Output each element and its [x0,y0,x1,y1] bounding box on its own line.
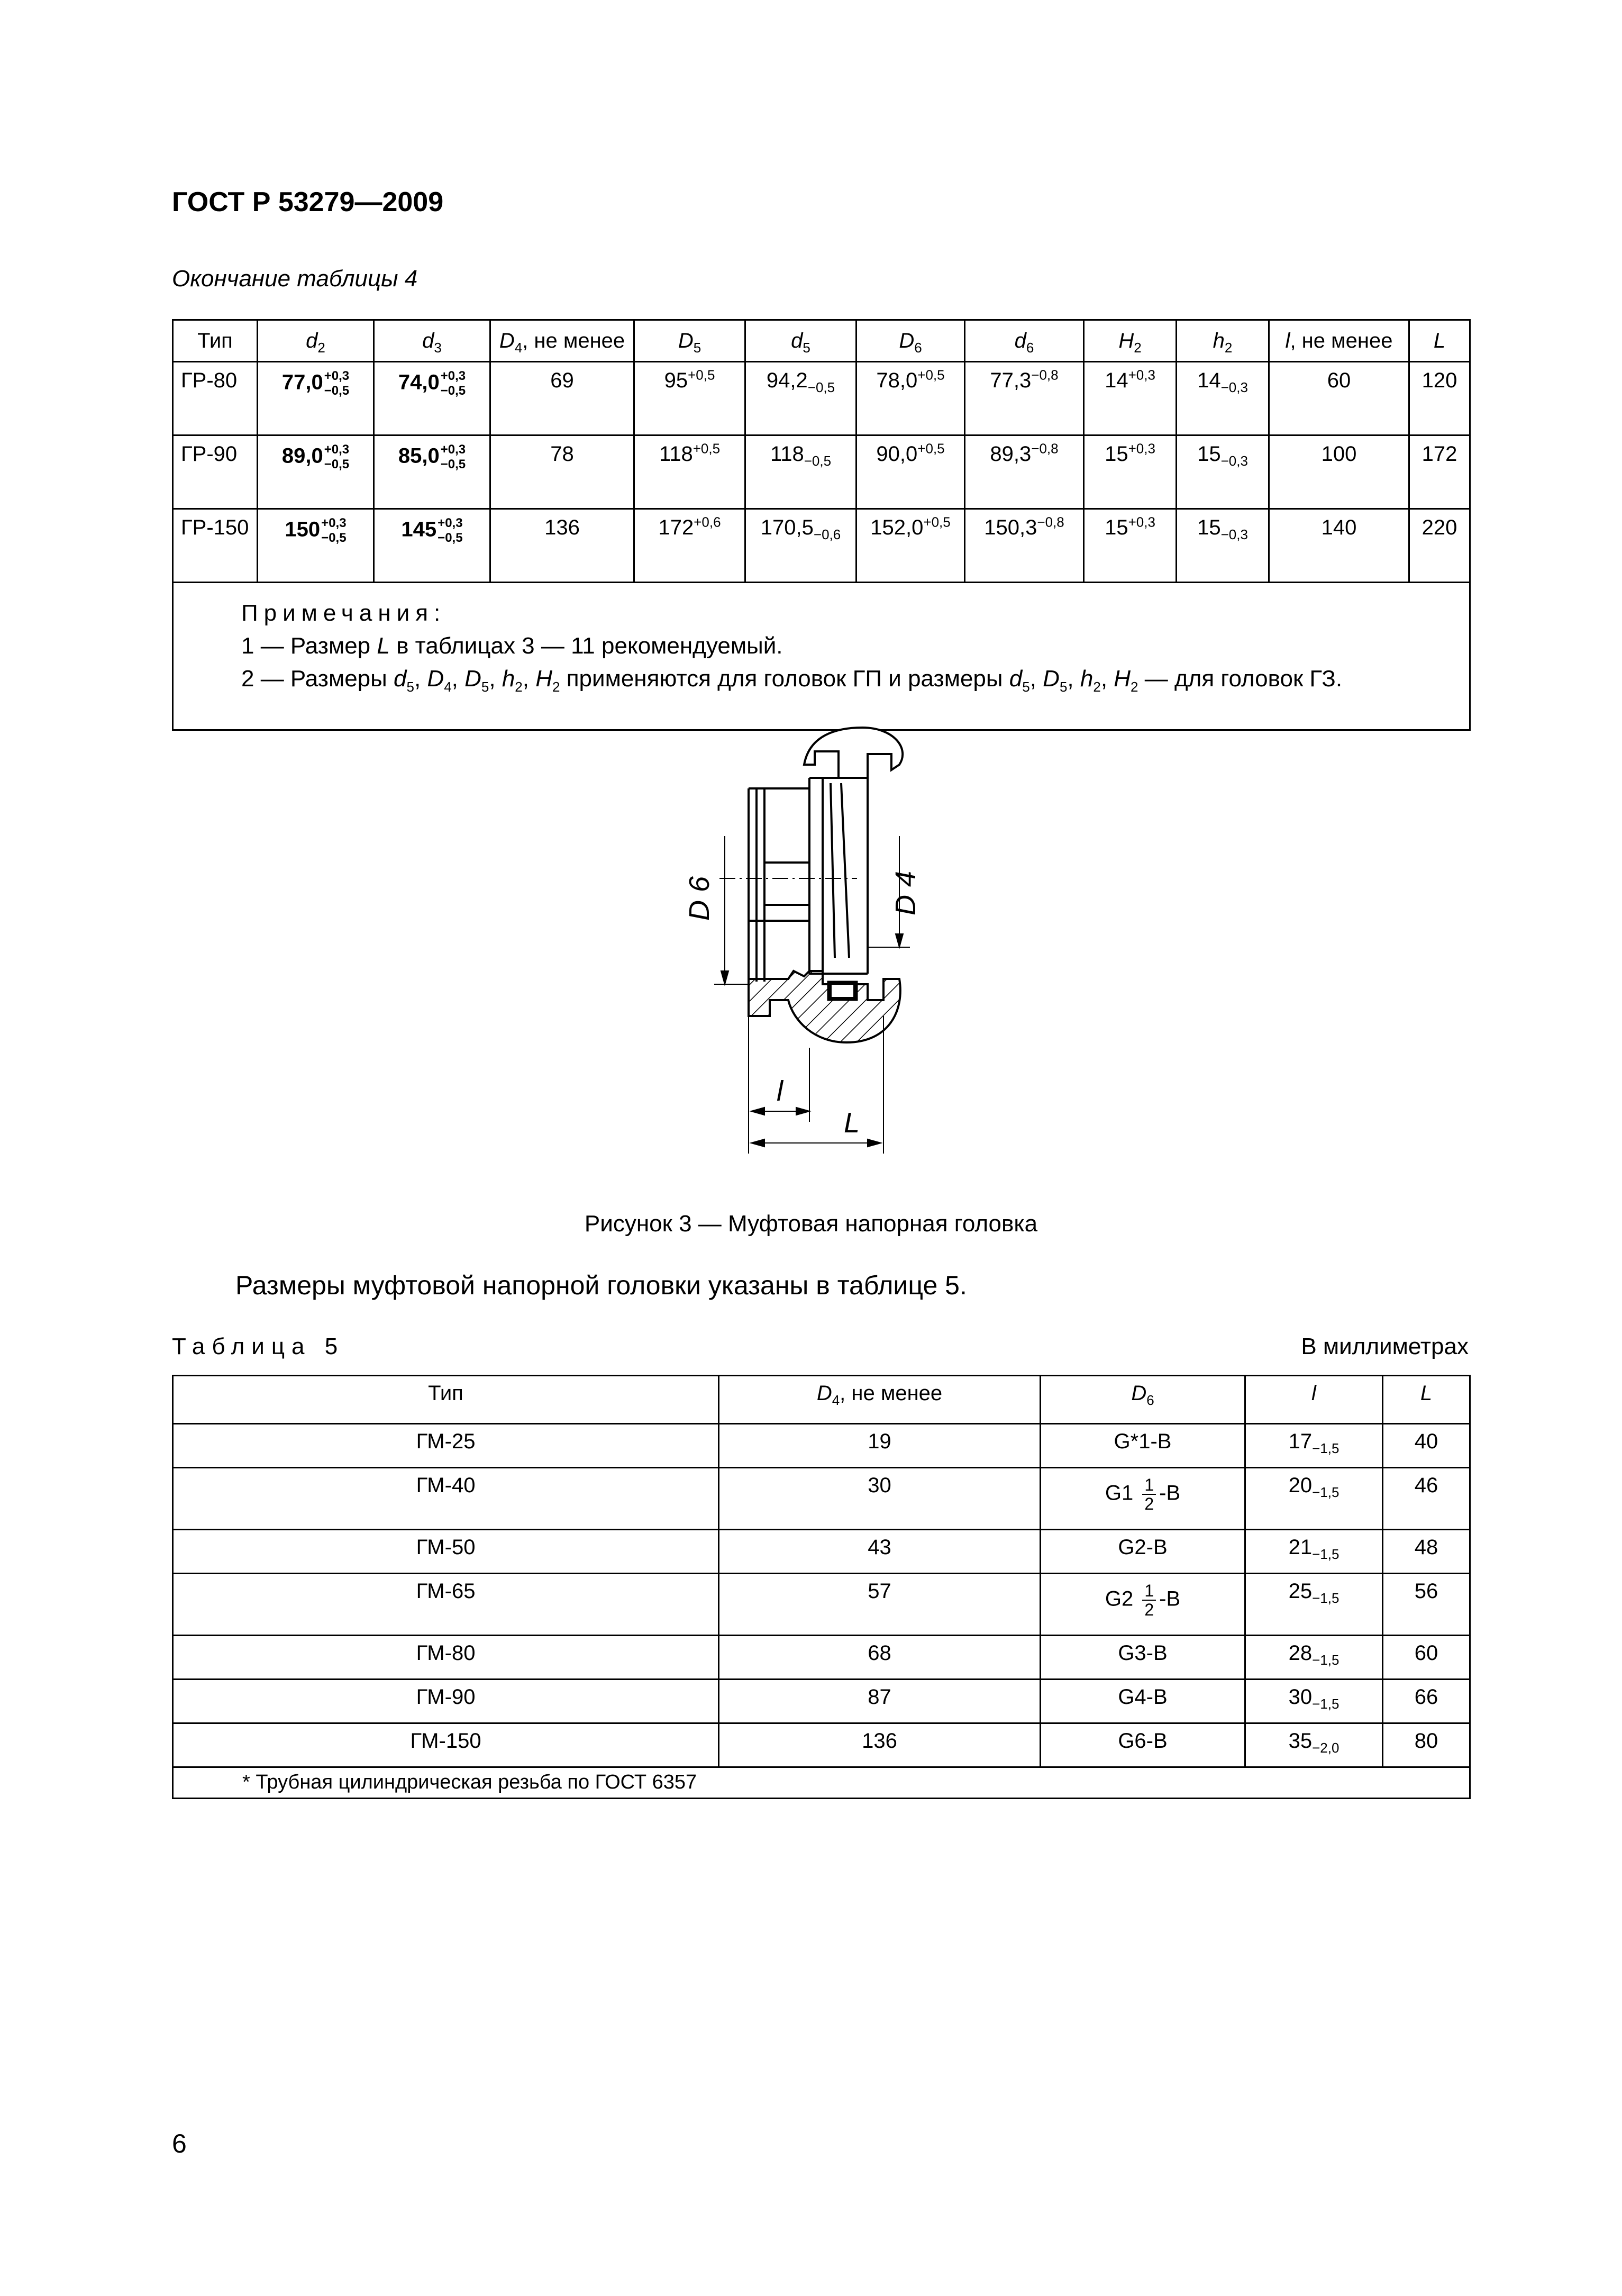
table4-cell: 78 [490,435,634,509]
table4-cell: 85,0 +0,3 −0,5 [374,435,490,509]
table5-header-row [173,1376,1470,1424]
t5-cell-l: $21_{-1,5}$ [1245,1530,1383,1574]
table4-row [173,435,1470,509]
table4-cell: 145 +0,3 −0,5 [374,509,490,583]
t5-cell-tip: ГМ-50 [173,1530,719,1574]
t5-cell-l: $25_{-1,5}$ [1245,1574,1383,1636]
table5-row [173,1574,1470,1636]
table5-row [173,1468,1470,1530]
label-D4: D 4 [890,870,922,915]
table4-cell: $78,0^{+0,5}$ [856,362,965,435]
t4-header-8: $H_2$ [1084,320,1177,362]
t5-cell-tip: ГМ-150 [173,1723,719,1767]
note-2: 2 — Размеры $d_5$, $D_4$, $D_5$, $h_2$, $H_2$ применяются для головок ГП и размеры $d_5$, $D_5$, $h_2$, $H_2$ — для головок ГЗ. [241,666,1343,695]
t4-header-3: $D_4$, не менее [490,320,634,362]
t5-cell-L: 56 [1383,1574,1470,1636]
table4-cell: $118_{-0,5}$ [745,435,856,509]
note-1: 1 — Размер L в таблицах 3 — 11 рекомендуемый. [241,633,783,659]
t5-header-l: l [1245,1376,1383,1424]
t4-header-2: $d_3$ [374,320,490,362]
t5-cell-l: $35_{-2,0}$ [1245,1723,1383,1767]
t5-cell-l: $30_{-1,5}$ [1245,1680,1383,1723]
t5-cell-tip: ГМ-65 [173,1574,719,1636]
table4-cell: $77,3^{-0,8}$ [965,362,1084,435]
table5-footnote: * Трубная цилиндрическая резьба по ГОСТ 6357 [173,1767,1470,1799]
table4-cell: 140 [1269,509,1409,583]
t4-header-10: l, не менее [1269,320,1409,362]
t4-header-11: L [1409,320,1470,362]
table5-row [173,1424,1470,1468]
figure-caption: Рисунок 3 — Муфтовая напорная головка [584,1211,1038,1237]
table4-cell: 136 [490,509,634,583]
t5-cell-D4: 87 [719,1680,1041,1723]
t4-header-0: Тип [173,320,258,362]
t5-cell-D6: G4-B [1041,1680,1245,1723]
t5-cell-D4: 30 [719,1468,1041,1530]
t5-cell-l: $20_{-1,5}$ [1245,1468,1383,1530]
label-L: L [844,1107,860,1139]
table4-cell: $14^{+0,3}$ [1084,362,1177,435]
t5-cell-l: $28_{-1,5}$ [1245,1636,1383,1680]
table4-cell: $95^{+0,5}$ [634,362,745,435]
t5-header-D4: $D_4$, не менее [719,1376,1041,1424]
table4-header-row [173,320,1470,362]
table5 [172,1375,1471,1799]
table4-cell: $94,2_{-0,5}$ [745,362,856,435]
t5-cell-D6: G6-B [1041,1723,1245,1767]
table4-cell: 74,0 +0,3 −0,5 [374,362,490,435]
t5-cell-D6: G3-B [1041,1636,1245,1680]
table4-cell: 100 [1269,435,1409,509]
t5-cell-D6: G1 $\frac{1}{2}$ -B [1041,1468,1245,1530]
table4-cell: 77,0 +0,3 −0,5 [258,362,374,435]
table4-cell: 89,0 +0,3 −0,5 [258,435,374,509]
t5-cell-l: $17_{-1,5}$ [1245,1424,1383,1468]
table4-cell: 220 [1409,509,1470,583]
table4-cell: $118^{+0,5}$ [634,435,745,509]
t4-header-9: $h_2$ [1177,320,1269,362]
table5-row [173,1636,1470,1680]
label-l: l [777,1075,783,1107]
table4-cell: $170,5_{-0,6}$ [745,509,856,583]
t5-cell-D6: G2-B [1041,1530,1245,1574]
t5-cell-L: 60 [1383,1636,1470,1680]
page-number: 6 [172,2129,187,2158]
t5-cell-L: 66 [1383,1680,1470,1723]
t5-cell-tip: ГМ-25 [173,1424,719,1468]
table4-cell: $152,0^{+0,5}$ [856,509,965,583]
t5-cell-tip: ГМ-90 [173,1680,719,1723]
t5-header-L: L [1383,1376,1470,1424]
t5-cell-L: 80 [1383,1723,1470,1767]
t5-cell-L: 48 [1383,1530,1470,1574]
figure-coupling-head [635,704,1005,1169]
t4-header-7: $d_6$ [965,320,1084,362]
t5-cell-tip: ГМ-80 [173,1636,719,1680]
table4-cell: 60 [1269,362,1409,435]
table4-cell: $89,3^{-0,8}$ [965,435,1084,509]
table4-caption: Окончание таблицы 4 [172,266,418,292]
table5-footnote-row [173,1767,1470,1799]
t4-header-5: $d_5$ [745,320,856,362]
table4-cell: $15_{-0,3}$ [1177,435,1269,509]
table5-unit: В миллиметрах [1301,1333,1469,1359]
table4-cell: $15_{-0,3}$ [1177,509,1269,583]
t4-header-4: $D_5$ [634,320,745,362]
t5-cell-D4: 68 [719,1636,1041,1680]
table4-cell: 69 [490,362,634,435]
table4-cell: ГР-90 [173,435,258,509]
table4-cell: 120 [1409,362,1470,435]
table5-label: Таблица 5 [172,1333,345,1359]
t5-cell-D6: G2 $\frac{1}{2}$ -B [1041,1574,1245,1636]
table4-row [173,509,1470,583]
table5-row [173,1680,1470,1723]
table4-cell: ГР-80 [173,362,258,435]
t4-header-1: $d_2$ [258,320,374,362]
table4-cell: $90,0^{+0,5}$ [856,435,965,509]
table4-cell: $15^{+0,3}$ [1084,509,1177,583]
table4-cell: $15^{+0,3}$ [1084,435,1177,509]
table4-cell: ГР-150 [173,509,258,583]
t4-header-6: $D_6$ [856,320,965,362]
table4-cell: 150 +0,3 −0,5 [258,509,374,583]
t5-cell-D4: 136 [719,1723,1041,1767]
label-D6: D 6 [684,876,715,921]
t5-cell-D4: 43 [719,1530,1041,1574]
t5-cell-D4: 19 [719,1424,1041,1468]
table5-row [173,1723,1470,1767]
table4-cell: $172^{+0,6}$ [634,509,745,583]
t5-cell-L: 46 [1383,1468,1470,1530]
doc-header: ГОСТ Р 53279—2009 [172,187,444,217]
body-paragraph: Размеры муфтовой напорной головки указаны в таблице 5. [235,1270,967,1300]
table4-cell: $14_{-0,3}$ [1177,362,1269,435]
table4-row [173,362,1470,435]
table4-cell: 172 [1409,435,1470,509]
notes-title: Примечания: [241,600,446,626]
t5-cell-D6: G*1-B [1041,1424,1245,1468]
table4 [172,319,1471,731]
table5-row [173,1530,1470,1574]
t5-cell-L: 40 [1383,1424,1470,1468]
table4-cell: $150,3^{-0,8}$ [965,509,1084,583]
t5-header-D6: $D_6$ [1041,1376,1245,1424]
t5-cell-D4: 57 [719,1574,1041,1636]
t5-header-tip: Тип [173,1376,719,1424]
t5-cell-tip: ГМ-40 [173,1468,719,1530]
